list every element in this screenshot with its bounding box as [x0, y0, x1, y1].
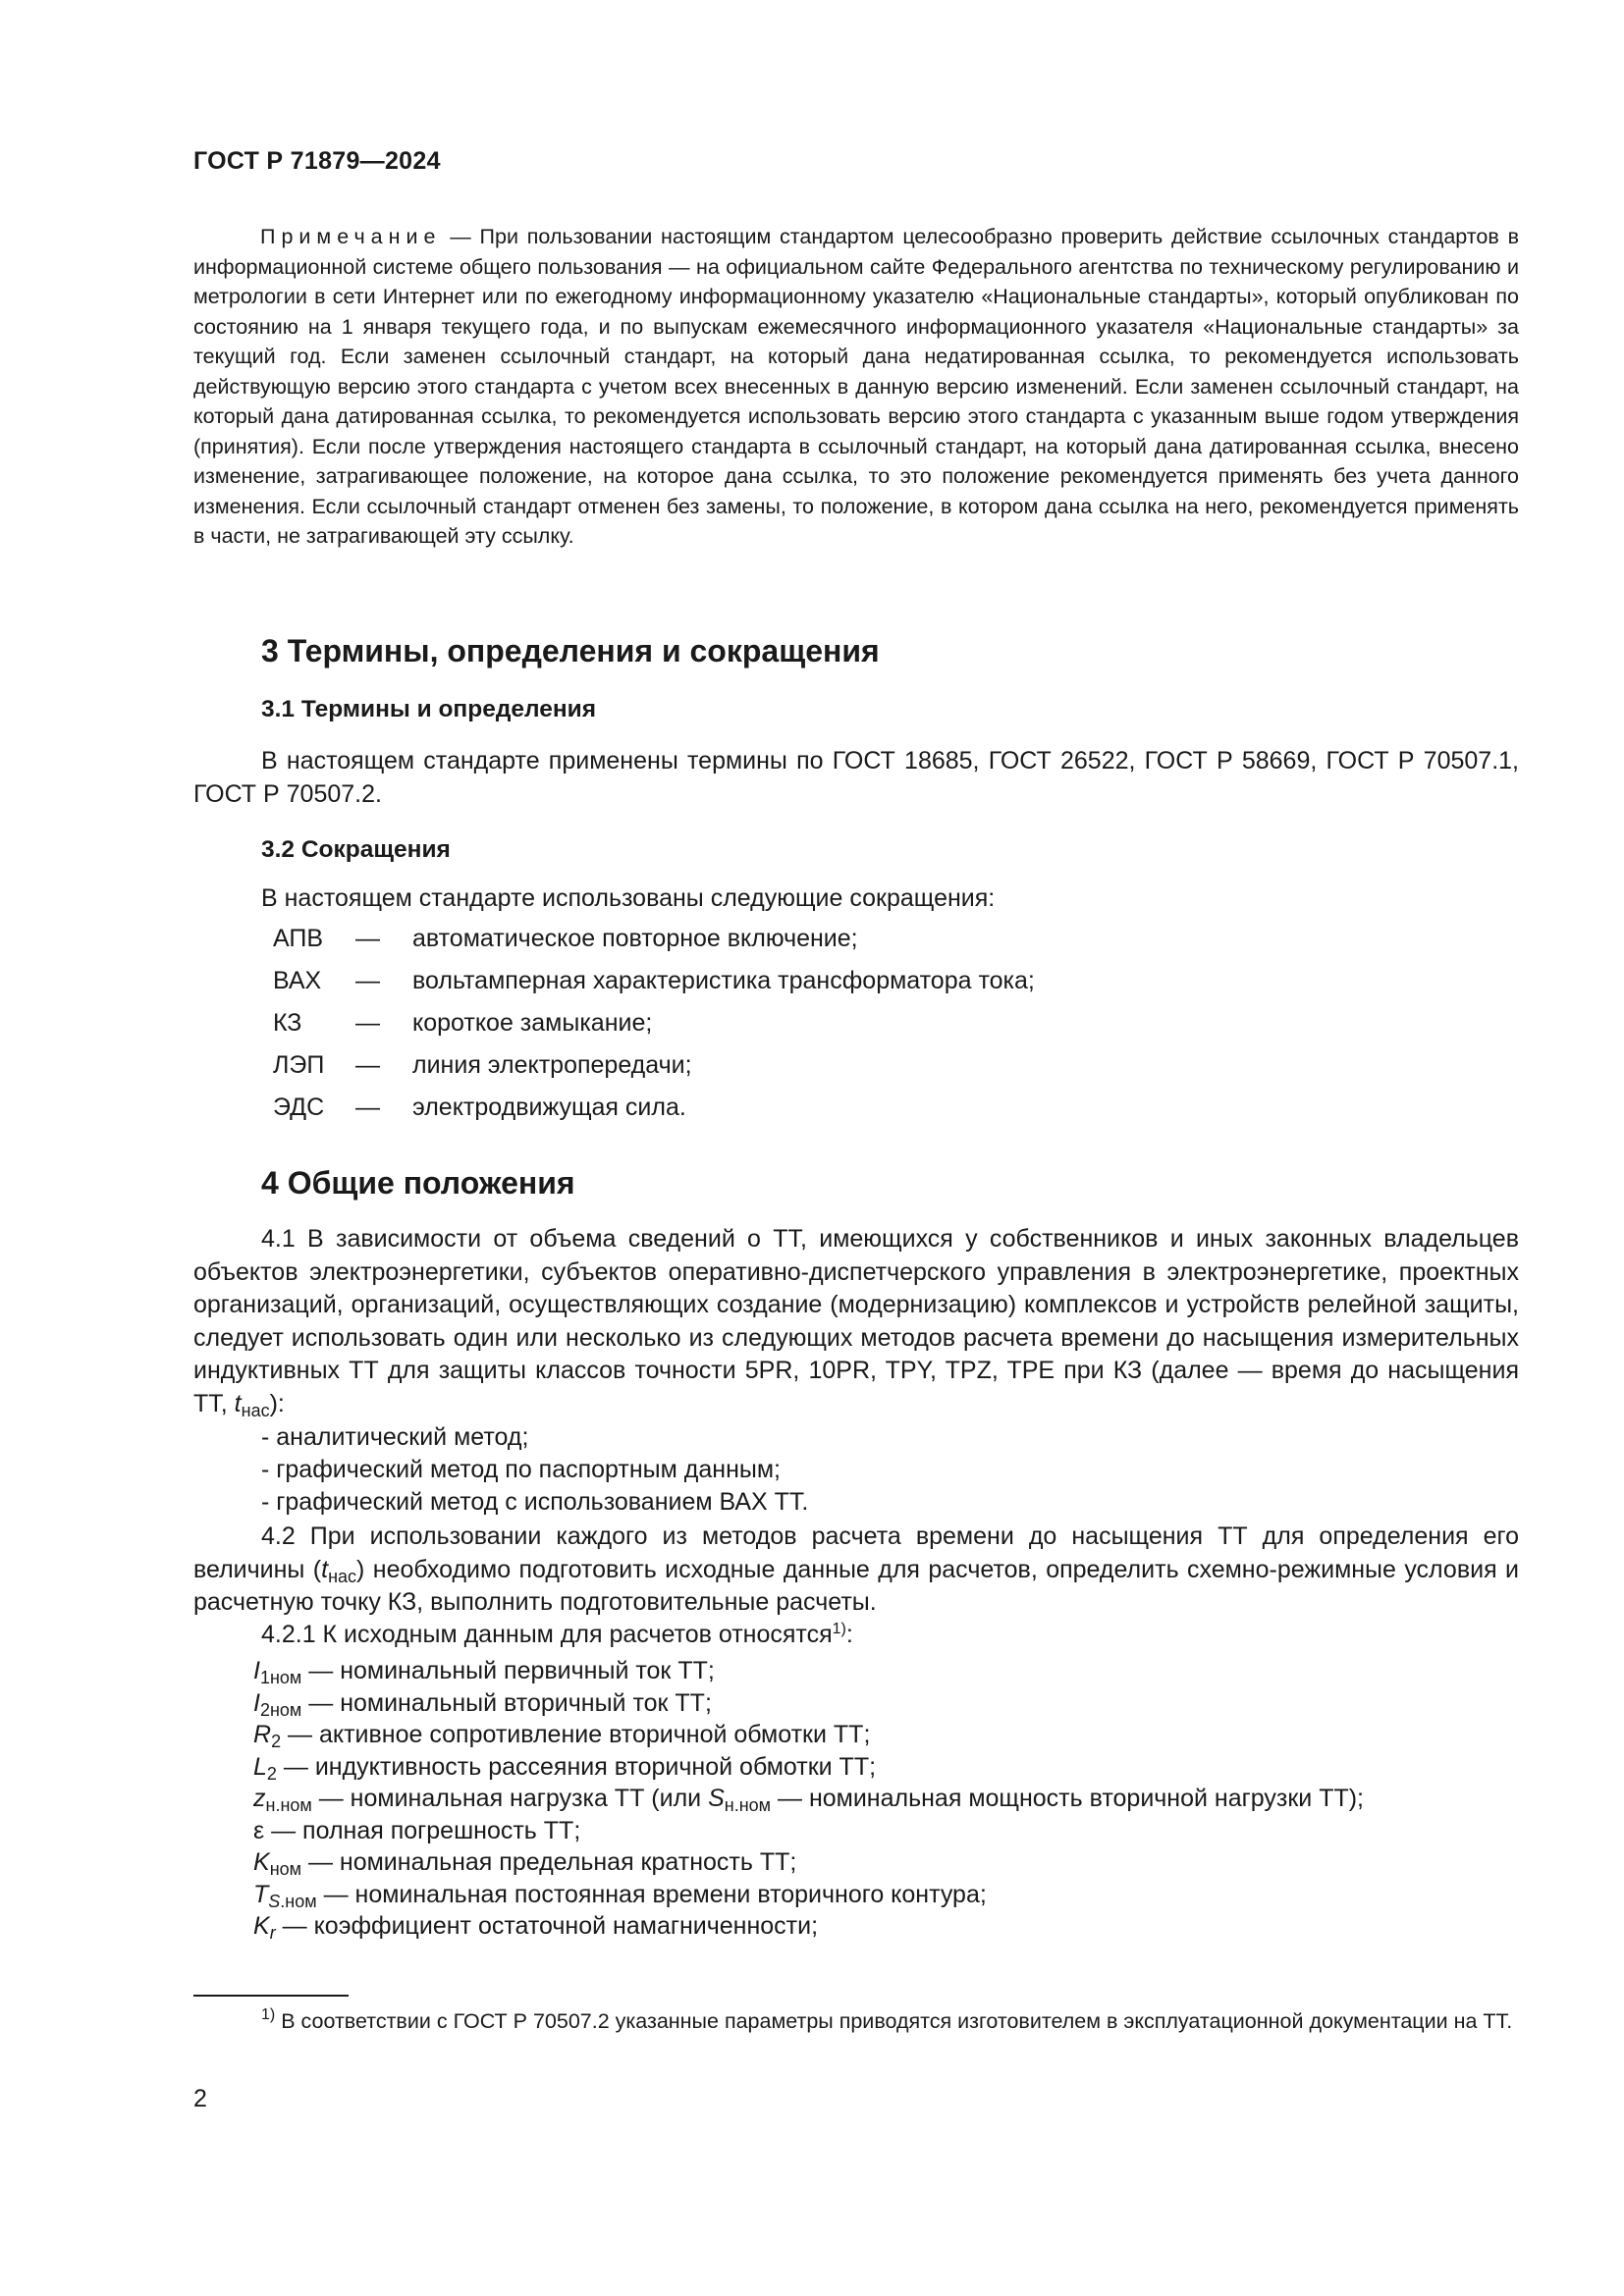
abbreviation-definition: электродвижущая сила. — [412, 1094, 686, 1121]
symbol-item — [253, 1687, 1364, 1720]
footnote-reference: 1) — [832, 1621, 846, 1637]
reference-note — [193, 222, 1519, 552]
paragraph-4-1-text: 4.1 В зависимости от объема сведений о ТТ, имеющихся у собственников и иных законных владельцев объектов электроэнергетики, субъектов оперативно-диспетчерского управления в электроэнергетике, проектных организаций, организаций, осуществляющих создание (модернизацию) комплексов и устройств релейной защиты, следует использовать один или несколько из следующих методов расчета времени до насыщения измерительных индуктивных ТТ для защиты классов точности 5PR, 10PR, TPY, TPZ, TPE при КЗ (далее — время до насыщения ТТ, — [193, 1225, 1519, 1417]
footnote — [193, 2006, 1519, 2036]
symbol: I — [253, 1688, 260, 1717]
symbol: ε — [253, 1816, 265, 1844]
paragraph-4-1-tail: ): — [269, 1389, 285, 1417]
paragraph-4-2 — [193, 1521, 1519, 1620]
symbol-subscript-text: .ном — [280, 1891, 317, 1911]
document-code: ГОСТ Р 71879—2024 — [193, 147, 441, 175]
note-label: Примечание — [260, 225, 442, 248]
symbol-subscript: 2 — [266, 1763, 277, 1784]
abbreviation-term: ВАХ — [273, 967, 322, 994]
paragraph-4-2-text-a: 4.2 При использовании каждого из методов расчета времени до насыщения ТТ для определения его величины ( — [193, 1522, 1519, 1583]
footnote-text: В соответствии с ГОСТ Р 70507.2 указанные параметры приводятся изготовителем в эксплуатационной документации на ТТ. — [275, 2009, 1513, 2033]
section-4-heading: 4 Общие положения — [261, 1165, 575, 1201]
symbol-subscript: ном — [269, 1859, 302, 1879]
symbol-description: — номинальная нагрузка ТТ (или — [311, 1785, 709, 1812]
symbol-description: — номинальная постоянная времени вторичного контура; — [316, 1880, 987, 1908]
symbol-description: — коэффициент остаточной намагниченности; — [275, 1912, 819, 1940]
symbol-item — [253, 1655, 1364, 1687]
abbreviation-definition: вольтамперная характеристика трансформатора тока; — [412, 967, 1035, 994]
symbol-subscript: 1ном — [259, 1668, 302, 1687]
symbol: z — [253, 1785, 266, 1812]
symbol-description: — полная погрешность ТТ; — [264, 1816, 581, 1844]
subsection-3-1-heading: 3.1 Термины и определения — [261, 696, 597, 722]
subsection-3-2-heading: 3.2 Сокращения — [261, 836, 451, 863]
method-item: - графический метод по паспортным данным; — [261, 1456, 781, 1483]
symbol-item — [253, 1719, 1364, 1751]
symbol-subscript: н.ном — [724, 1795, 772, 1815]
symbol-subscript — [268, 1892, 316, 1911]
symbol: L — [253, 1752, 267, 1781]
symbol: I — [253, 1657, 260, 1684]
abbreviation-term: КЗ — [273, 1009, 302, 1037]
section-3-heading: 3 Термины, определения и сокращения — [261, 633, 880, 668]
abbreviation-term: АПВ — [273, 925, 324, 952]
abbreviation-definition: автоматическое повторное включение; — [412, 925, 858, 952]
abbreviation-definition: линия электропередачи; — [412, 1051, 692, 1079]
symbol-description: — номинальный вторичный ток ТТ; — [301, 1688, 712, 1717]
t-sat-symbol: t — [321, 1555, 329, 1583]
symbol-item — [253, 1846, 1364, 1879]
abbreviation-dash: — — [355, 1094, 380, 1121]
abbreviation-term: ЭДС — [273, 1094, 325, 1121]
paragraph-4-2-1 — [261, 1618, 853, 1651]
input-data-list — [253, 1655, 1364, 1943]
page-number: 2 — [193, 2085, 207, 2112]
paragraph-4-2-text-b: ) необходимо подготовить исходные данные для расчетов, определить схемно-режимные условия и расчетную точку КЗ, выполнить подготовительные расчеты. — [193, 1555, 1519, 1616]
abbreviation-dash: — — [355, 1009, 380, 1037]
symbol-subscript: 2ном — [259, 1699, 302, 1720]
symbol-subscript-italic: r — [269, 1923, 276, 1943]
abbreviations-intro: В настоящем стандарте использованы следующие сокращения: — [261, 884, 996, 912]
paragraph-4-2-1-tail: : — [845, 1621, 853, 1648]
abbreviation-term: ЛЭП — [273, 1051, 325, 1079]
abbreviation-dash: — — [355, 967, 380, 994]
t-sat-subscript: нас — [241, 1400, 270, 1420]
symbol-item — [253, 1751, 1364, 1784]
note-text: — При пользовании настоящим стандартом целесообразно проверить действие ссылочных стандартов в информационной системе общего пользования — на официальном сайте Федерального агентства по техническому регулированию и метрологии в сети Интернет или по ежегодному информационному указателю «Национальные стандарты», который опубликован по состоянию на 1 января текущего года, и по выпускам ежемесячного информационного указателя «Национальные стандарты» за текущий год. Если заменен ссылочный стандарт, на который дана недатированная ссылка, то рекомендуется использовать действующую версию этого стандарта с учетом всех внесенных в данную версию изменений. Если заменен ссылочный стандарт, на который дана датированная ссылка, то рекомендуется использовать версию этого стандарта с указанным выше годом утверждения (принятия). Если после утверждения настоящего стандарта в ссылочный стандарт, на который дана датированная ссылка, внесено изменение, затрагивающее положение, на которое дана ссылка, то это положение рекомендуется применять без учета данного изменения. Если ссылочный стандарт отменен без замены, то положение, в котором дана ссылка на него, рекомендуется применять в части, не затрагивающей эту ссылку. — [193, 225, 1519, 548]
t-sat-subscript: нас — [328, 1566, 357, 1586]
symbol-item — [253, 1879, 1364, 1911]
method-item: - графический метод с использованием ВАХ ТТ. — [261, 1488, 809, 1516]
symbol-item — [253, 1783, 1364, 1815]
symbol-description: — номинальная мощность вторичной нагрузки ТТ); — [771, 1785, 1365, 1812]
footnote-divider — [193, 1995, 349, 1997]
abbreviation-dash: — — [355, 1051, 380, 1079]
method-item: - аналитический метод; — [261, 1423, 529, 1451]
symbol: T — [253, 1880, 269, 1908]
symbol-subscript: 2 — [271, 1732, 282, 1751]
footnote-mark: 1) — [261, 2006, 276, 2023]
symbol-item — [253, 1815, 1364, 1847]
paragraph-4-2-1-text: 4.2.1 К исходным данным для расчетов относятся — [261, 1621, 833, 1648]
symbol-subscript: н.ном — [265, 1795, 312, 1815]
symbol-description: — номинальная предельная кратность ТТ; — [301, 1848, 797, 1876]
symbol-description: — индуктивность рассеяния вторичной обмотки ТТ; — [276, 1752, 877, 1781]
symbol-item — [253, 1910, 1364, 1943]
terms-paragraph: В настоящем стандарте применены термины по ГОСТ 18685, ГОСТ 26522, ГОСТ Р 58669, ГОСТ Р 70507.1, ГОСТ Р 70507.2. — [193, 747, 1519, 808]
abbreviation-definition: короткое замыкание; — [412, 1009, 653, 1037]
symbol-description: — номинальный первичный ток ТТ; — [301, 1657, 715, 1684]
symbol: S — [708, 1785, 725, 1812]
symbol-subscript-italic: S — [268, 1891, 281, 1911]
symbol: K — [253, 1848, 270, 1876]
symbol: K — [253, 1912, 270, 1940]
paragraph-4-1 — [193, 1223, 1519, 1420]
methods-list — [261, 1421, 808, 1519]
abbreviation-dash: — — [355, 925, 380, 952]
symbol: R — [253, 1721, 272, 1748]
symbol-description: — активное сопротивление вторичной обмотки ТТ; — [281, 1721, 871, 1748]
t-sat-symbol: t — [234, 1389, 242, 1417]
